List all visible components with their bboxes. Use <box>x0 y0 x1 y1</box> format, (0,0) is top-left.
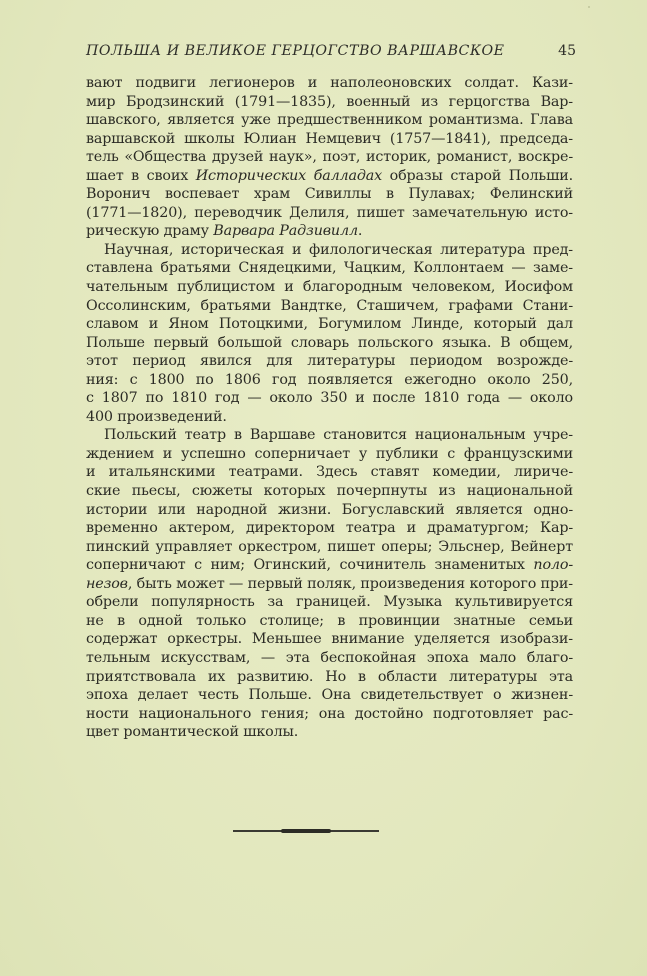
running-head <box>86 43 576 63</box>
text-line: эпоха делает честь Польше. Она свидетельствует о жизнен- <box>86 687 573 704</box>
text-line: ставлена братьями Снядецкими, Чацким, Коллонтаем — заме- <box>86 260 573 277</box>
text-line: ждением и успешно соперничает у публики с французскими <box>86 445 573 462</box>
running-head-title: ПОЛЬША И ВЕЛИКОЕ ГЕРЦОГСТВО ВАРШАВСКОЕ <box>86 43 505 59</box>
text-line <box>86 575 573 594</box>
text-line: Воронич воспевает храм Сивиллы в Пулавах; Фелинский <box>86 186 573 203</box>
text-line: и итальянскими театрами. Здесь ставят комедии, лириче- <box>86 464 573 481</box>
body-text <box>86 74 573 742</box>
text-line: славом и Яном Потоцкими, Богумилом Линде, который дал <box>86 316 573 333</box>
italic-title: поло- <box>533 557 573 574</box>
text-line: обрели популярность за границей. Музыка культивируется <box>86 594 573 611</box>
text-line: Научная, историческая и филологическая литература пред- <box>104 241 573 258</box>
text-line: с 1807 по 1810 год — около 350 и после 1810 года — около <box>86 390 573 407</box>
text-line: тельным искусствам, — эта беспокойная эпоха мало благо- <box>86 649 573 666</box>
section-end-ornament <box>233 829 379 833</box>
text-line: ности национального гения; она достойно подготовляет рас- <box>86 705 573 722</box>
text-line: Польше первый большой словарь польского языка. В общем, <box>86 334 573 351</box>
paper-speck <box>588 6 590 8</box>
text-line: не в одной только столице; в провинции знатные семьи <box>86 612 573 629</box>
text-line: этот период явился для литературы периодом возрожде- <box>86 353 573 370</box>
text-line: Оссолинским, братьями Вандтке, Сташичем, графами Стани- <box>86 297 573 314</box>
text-line: (1771—1820), переводчик Делиля, пишет замечательную исто- <box>86 204 573 221</box>
text-line: содержат оркестры. Меньшее внимание уделяется изобрази- <box>86 631 573 648</box>
ornament-center <box>281 829 331 833</box>
text-line: временно актером, директором театра и драматургом; Кар- <box>86 520 573 537</box>
text-line: мир Бродзинский (1791—1835), военный из герцогства Вар- <box>86 93 573 110</box>
page-number: 45 <box>558 43 576 59</box>
italic-title: Исторических балладах <box>195 167 383 184</box>
text-line: истории или народной жизни. Богуславский является одно- <box>86 501 573 518</box>
text-line: Польский театр в Варшаве становится национальным учре- <box>104 427 573 444</box>
text-line <box>86 222 573 241</box>
text-line: приятствовала их развитию. Но в области литературы эта <box>86 668 573 685</box>
text-line: вают подвиги легионеров и наполеоновских солдат. Кази- <box>86 75 573 91</box>
italic-title: незов <box>86 575 128 592</box>
text-segment: соперничают с ним; Огинский, сочинитель знаменитых <box>86 557 534 574</box>
text-line: пинский управляет оркестром, пишет оперы; Эльснер, Вейнерт <box>86 538 573 555</box>
text-line: чательным публицистом и благородным человеком, Иосифом <box>86 279 573 296</box>
text-line: ния: с 1800 по 1806 год появляется ежегодно около 250, <box>86 371 573 388</box>
text-line <box>86 167 573 186</box>
text-segment: шает в своих <box>86 167 196 184</box>
text-line: цвет романтической школы. <box>86 724 299 741</box>
text-line: тель «Общества друзей наук», поэт, историк, романист, воскре- <box>86 149 573 166</box>
text-segment: рическую драму <box>86 223 214 240</box>
text-line: 400 произведений. <box>86 408 227 425</box>
text-line: варшавской школы Юлиан Немцевич (1757—1841), председа- <box>86 130 573 147</box>
text-segment: образы старой Польши. <box>382 167 573 184</box>
text-line: ские пьесы, сюжеты которых почерпнуты из национальной <box>86 483 573 500</box>
text-line: шавского, является уже предшественником романтизма. Глава <box>86 112 573 129</box>
italic-title: Варвара Радзивилл <box>213 223 358 240</box>
text-segment: , быть может — первый поляк, произведения которого при- <box>127 575 573 592</box>
text-segment: . <box>357 223 363 240</box>
text-line <box>86 556 573 575</box>
